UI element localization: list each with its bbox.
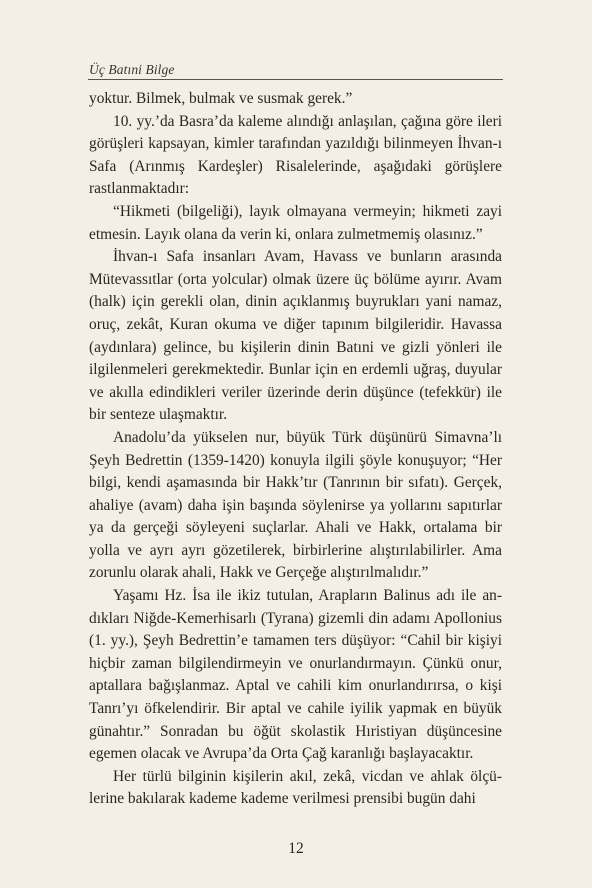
body-text: [89, 88, 502, 811]
running-header: Üç Batıni Bilge: [89, 62, 175, 77]
paragraph-bedrettin: Anadolu’da yükselen nur, büyük Türk düşünürü Simavna’lı Şeyh Bedrettin (1359-1420) konuyla ilgili şöyle konuşuyor; “Her bilgi, kendi aşamasında bir Hakk’tır (Tanrının bir sıfatı). Gerçek, ahaliye (avam) daha işin başında söylenirse ya yollarını sapıtırlar ya da gerçeği söyleyeni suçlarlar. Ahali ve Hakk, ortalama bir yolla ve ayrı ayrı gözetilerek, birbirlerine alıştırılabilirler. Ama zorunlu olarak ahali, Hakk ve Gerçeğe alıştırılmalıdır.”: [89, 428, 502, 582]
page-number: 12: [288, 840, 304, 857]
paragraph-ihvan-classes: İhvan-ı Safa insanları Avam, Havass ve bunların arasında Mütevassıtlar (orta yolcular) olmak üzere üç bölüme ayırır. Avam (halk) için gerekli olan, dinin açıklanmış buyrukları yani namaz, oruç, zekât, Kuran okuma ve diğer tapınım bilgileridir. Havassa (aydınlara) gelince, bu kişilerin dinin Batıni ve gizli yönleri ile ilgilenmeleri gerekmektedir. Bunlar için en erdemli uğraş, duyular ve akılla edindikleri veriler üzerinde derin düşünce (tefekkür) ile bir senteze ulaşmaktır.: [89, 248, 502, 424]
paragraph-continuation: yoktur. Bilmek, bulmak ve susmak gerek.”: [89, 90, 353, 107]
paragraph-ihvan-intro: 10. yy.’da Basra’da kaleme alındığı anlaşılan, çağına göre ileri görüşleri kapsayan, kimler tarafından yazıldığı bilinmeyen İhvan-ı Safa (Arınmış Kardeşler) Risalelerinde, aşağıdaki görüşlere rastlanmaktadır:: [89, 112, 502, 198]
paragraph-quote-hikmet: “Hikmeti (bilgeliği), layık olmayana vermeyin; hikmeti zayi etmesin. Layık olana da verin ki, onlara zulmetmemiş olasınız.”: [89, 202, 502, 243]
header-rule: [88, 79, 503, 80]
paragraph-final: Her türlü bilginin kişilerin akıl, zekâ, vicdan ve ahlak ölçülerine bakılarak kademe kademe verilmesi prensibi bugün dahi: [89, 767, 502, 808]
paragraph-apollonius: Yaşamı Hz. İsa ile ikiz tutulan, Arapların Balinus adı ile andıkları Niğde-Kemerhisarlı (Tyrana) gizemli din adamı Apollonius (1. yy.), Şeyh Bedrettin’e tamamen ters düşüyor: “Cahil bir kişiyi hiçbir zaman bilgilendirmeyin ve onurlandırmayın. Çünkü onur, aptallara bağışlanmaz. Aptal ve cahili kim onurlandırırsa, o kişi Tanrı’yı öfkelendirir. Bir aptal ve cahile iyilik yapmak en büyük günahtır.” Sonradan bu öğüt skolastik Hıristiyan düşüncesine egemen olacak ve Avrupa’da Orta Çağ karanlığı başlayacaktır.: [89, 587, 502, 763]
